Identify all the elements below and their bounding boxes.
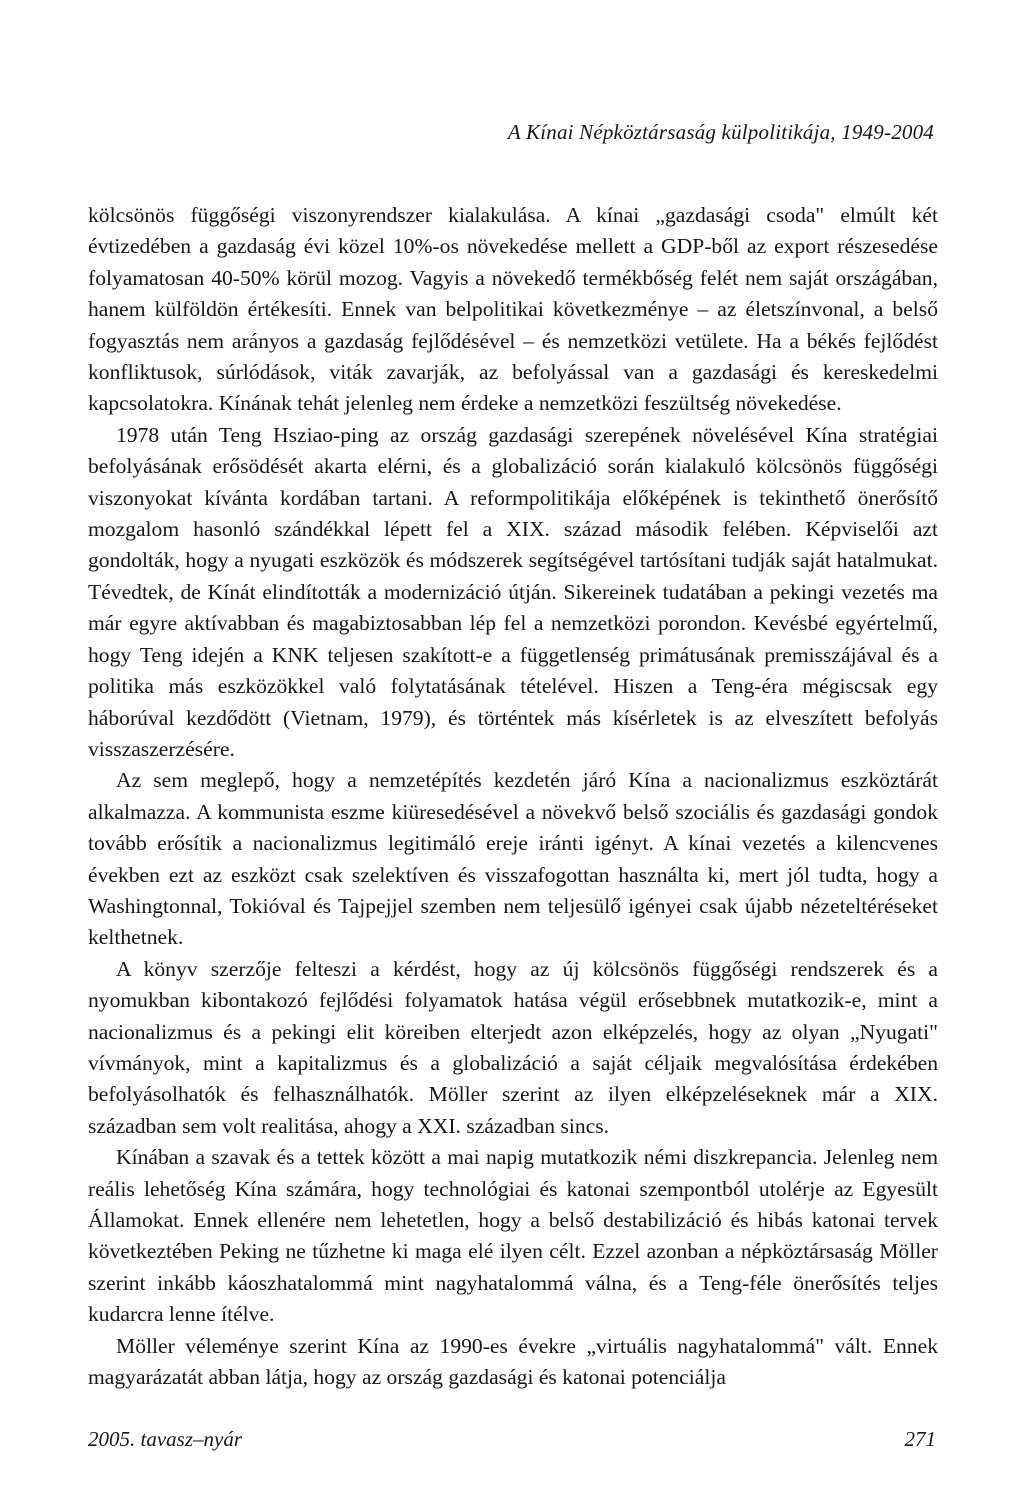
paragraph: A könyv szerzője felteszi a kérdést, hogy az új kölcsönös függőségi rendszerek és a nyomukban kibontakozó fejlődési folyamatok hatása végül erősebbnek mutatkozik-e, mint a nacionalizmus és a pekingi elit köreiben elterjedt azon elképzelés, hogy az olyan „Nyugati" vívmányok, mint a kapitalizmus és a globalizáció a saját céljaik megvalósítása érdekében befolyásolhatók és felhasználhatók. Möller szerint az ilyen elképzeléseknek már a XIX. században sem volt realitása, ahogy a XXI. században sincs.	[88, 956, 938, 1138]
paragraph-continued: kölcsönös függőségi viszonyrendszer kialakulása. A kínai „gazdasági csoda" elmúlt két évtizedében a gazdaság évi közel 10%-os növekedése mellett a GDP-ből az export részesedése folyamatosan 40-50% körül mozog. Vagyis a növekedő termékbőség felét nem saját országában, hanem külföldön értékesíti. Ennek van belpolitikai következménye – az életszínvonal, a belső fogyasztás nem arányos a gazdaság fejlődésével – és nemzetközi vetülete. Ha a békés fejlődést konfliktusok, súrlódások, viták zavarják, az befolyással van a gazdasági és kereskedelmi kapcsolatokra. Kínának tehát jelenleg nem érdeke a nemzetközi feszültség növekedése.	[88, 203, 938, 416]
paragraph: Az sem meglepő, hogy a nemzetépítés kezdetén járó Kína a nacionalizmus eszköztárát alkalmazza. A kommunista eszme kiüresedésével a növekvő belső szociális és gazdasági gondok tovább erősítik a nacionalizmus legitimáló ereje iránti igényt. A kínai vezetés a kilencvenes években ezt az eszközt csak szelektíven és visszafogottan használta ki, mert jól tudta, hogy a Washingtonnal, Tokióval és Tajpejjel szemben nem teljesülő igényei csak újabb nézeteltéréseket kelthetnek.	[88, 768, 938, 950]
running-header: A Kínai Népköztársaság külpolitikája, 1949-2004	[507, 120, 934, 144]
page-number: 271	[904, 1427, 936, 1451]
paragraph: 1978 után Teng Hsziao-ping az ország gazdasági szerepének növelésével Kína stratégiai befolyásának erősödését akarta elérni, és a globalizáció során kialakuló kölcsönös függőségi viszonyokat kívánta kordában tartani. A reformpolitikája előképének is tekinthető önerősítő mozgalom hasonló szándékkal lépett fel a XIX. század második felében. Képviselői azt gondolták, hogy a nyugati eszközök és módszerek segítségével tartósítani tudják saját hatalmukat. Tévedtek, de Kínát elindították a modernizáció útján. Sikereinek tudatában a pekingi vezetés ma már egyre aktívabban és magabiztosabban lép fel a nemzetközi porondon. Kevésbé egyértelmű, hogy Teng idején a KNK teljesen szakított-e a függetlenség primátusának premisszájával és a politika más eszközökkel való folytatásának tételével. Hiszen a Teng-éra mégiscsak egy háborúval kezdődött (Vietnam, 1979), és történtek más kísérletek is az elveszített befolyás visszaszerzésére.	[88, 422, 938, 761]
paragraph: Möller véleménye szerint Kína az 1990-es évekre „virtuális nagyhatalommá" vált. Ennek magyarázatát abban látja, hogy az ország gazdasági és katonai potenciálja	[88, 1333, 938, 1390]
footer-issue: 2005. tavasz–nyár	[88, 1427, 242, 1451]
article-body	[88, 200, 938, 1393]
paragraph: Kínában a szavak és a tettek között a mai napig mutatkozik némi diszkrepancia. Jelenleg nem reális lehetőség Kína számára, hogy technológiai és katonai szempontból utolérje az Egyesült Államokat. Ennek ellenére nem lehetetlen, hogy a belső destabilizáció és hibás katonai tervek következtében Peking ne tűzhetne ki maga elé ilyen célt. Ezzel azonban a népköztársaság Möller szerint inkább káoszhatalommá mint nagyhatalommá válna, és a Teng-féle önerősítés teljes kudarcra lenne ítélve.	[88, 1145, 938, 1327]
